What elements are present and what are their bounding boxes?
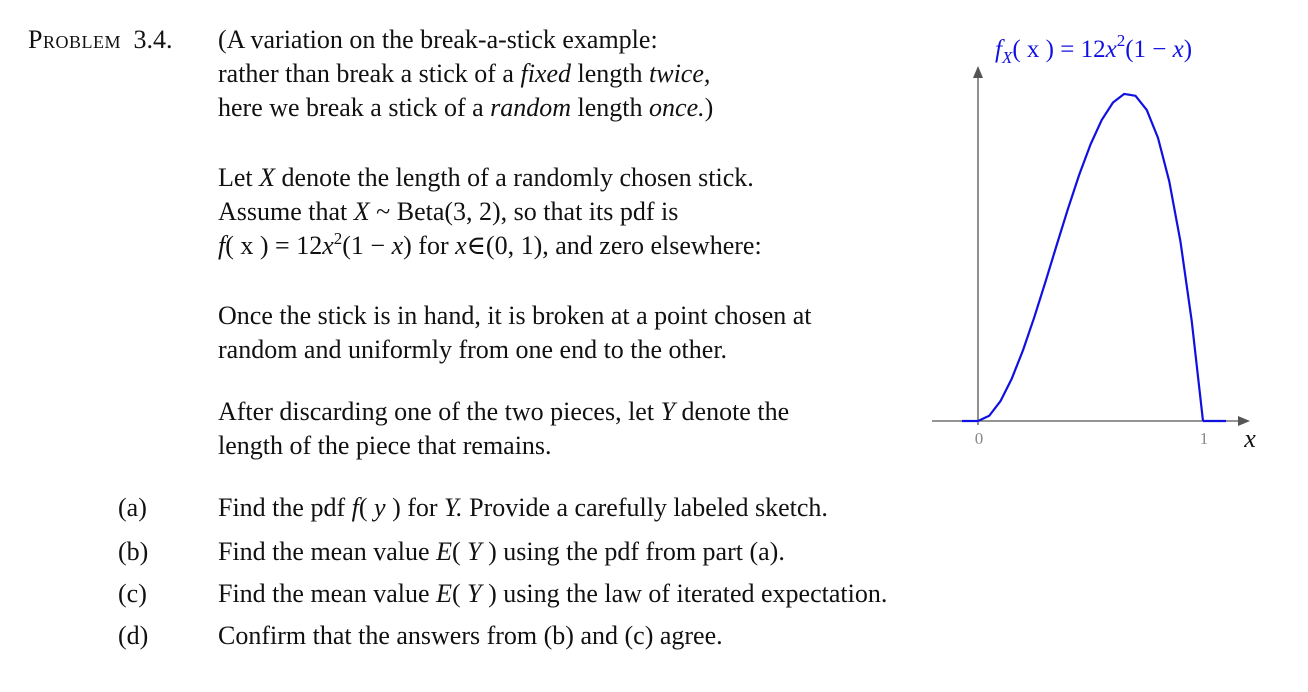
part-c (118, 577, 147, 611)
part-math: y (374, 493, 386, 522)
pdf-curve-line (978, 94, 1203, 421)
p1-func-f: f (218, 231, 226, 260)
para1-line-3 (218, 229, 762, 263)
chart-title-part: ( x ) = 12 (1012, 36, 1106, 63)
part-text: Confirm that the answers from (b) and (c) agree. (218, 621, 723, 650)
part-b (118, 535, 148, 569)
para2-line-1 (218, 299, 812, 333)
chart-title-f: f (995, 36, 1002, 63)
part-text: Find the mean value (218, 537, 437, 566)
part-text: ) using the law of iterated expectation. (481, 579, 888, 608)
p3-text: denote the (675, 397, 790, 426)
chart-title-x: x (1105, 36, 1117, 63)
p1-text: ( x ) = 12 (225, 231, 323, 260)
intro-text-2a: rather than break a stick of a (218, 59, 521, 88)
para2-line-2 (218, 333, 727, 367)
p1-var-x: X (353, 197, 370, 226)
intro-text-3a: here we break a stick of a (218, 93, 491, 122)
part-d (118, 619, 148, 653)
intro-text-1: (A variation on the break-a-stick example: (218, 25, 658, 54)
part-math: E (436, 579, 452, 608)
part-a-letter: (a) (118, 493, 147, 522)
p1-text: Assume that (218, 197, 354, 226)
chart-title-exponent: 2 (1116, 31, 1126, 50)
para3-line-2 (218, 429, 552, 463)
intro-emph-once: once. (649, 93, 705, 122)
part-a (118, 491, 178, 525)
p2-text: random and uniformly from one end to the other. (218, 335, 728, 364)
p1-exponent: 2 (333, 229, 343, 248)
part-a-text (218, 491, 828, 525)
p2-text: Once the stick is in hand, it is broken at a point chosen at (218, 301, 812, 330)
intro-text-2c: length (571, 59, 649, 88)
intro-emph-fixed: fixed (520, 59, 571, 88)
part-text: Find the pdf (218, 493, 352, 522)
intro-line-3 (218, 91, 713, 125)
para3-line-1 (218, 395, 789, 429)
para1-line-2 (218, 195, 678, 229)
part-text: ) using the pdf from part (a). (481, 537, 785, 566)
part-b-text (218, 535, 785, 569)
p3-text: After discarding one of the two pieces, let (218, 397, 661, 426)
chart-title-part: (1 − (1125, 36, 1173, 63)
chart-title-x: x (1172, 36, 1184, 63)
intro-emph-twice: twice, (649, 59, 711, 88)
p1-var-x: x (322, 231, 334, 260)
part-math: E (436, 537, 452, 566)
part-c-text (218, 577, 887, 611)
intro-line-1 (218, 23, 658, 57)
part-math: Y (467, 537, 482, 566)
p1-text: Let (218, 163, 260, 192)
chart-title (995, 31, 1192, 67)
x-tick-label-1: 1 (1199, 429, 1209, 448)
part-b-letter: (b) (118, 537, 149, 566)
p1-var-x: x (391, 231, 404, 260)
p3-text: length of the piece that remains. (218, 431, 552, 460)
part-text: ) for (385, 493, 445, 522)
part-d-letter: (d) (118, 621, 149, 650)
para1-line-1 (218, 161, 754, 195)
part-math: f (351, 493, 359, 522)
chart-plot-area (932, 68, 1256, 453)
intro-emph-random: random (490, 93, 572, 122)
part-text: Find the mean value (218, 579, 437, 608)
part-d-text (218, 619, 723, 653)
part-text: ( (451, 537, 468, 566)
part-c-letter: (c) (118, 579, 147, 608)
chart-title-part: ) (1183, 36, 1193, 63)
p1-var-x: X (259, 163, 276, 192)
intro-line-2 (218, 57, 710, 91)
p1-text: ) for (403, 231, 456, 260)
p1-text: denote the length of a randomly chosen stick. (275, 163, 754, 192)
p1-text: ~ Beta(3, 2), so that its pdf is (369, 197, 679, 226)
intro-text-3e: ) (704, 93, 714, 122)
part-text: ( (451, 579, 468, 608)
part-text: Provide a carefully labeled sketch. (462, 493, 828, 522)
p1-text: (1 − (342, 231, 392, 260)
problem-number: 3.4. (133, 25, 173, 54)
part-text: ( (358, 493, 375, 522)
chart-title-subscript: X (1001, 48, 1013, 67)
part-math: Y. (444, 493, 463, 522)
p1-var-x: x (455, 231, 467, 260)
p1-text: ∈(0, 1), and zero elsewhere: (466, 231, 762, 260)
x-tick-label-0: 0 (974, 429, 984, 448)
p3-var-y: Y (660, 397, 676, 426)
part-math: Y (467, 579, 482, 608)
intro-text-3c: length (571, 93, 650, 122)
x-axis-label: x (1244, 424, 1256, 453)
problem-heading (28, 23, 172, 57)
problem-label: Problem (28, 25, 121, 54)
